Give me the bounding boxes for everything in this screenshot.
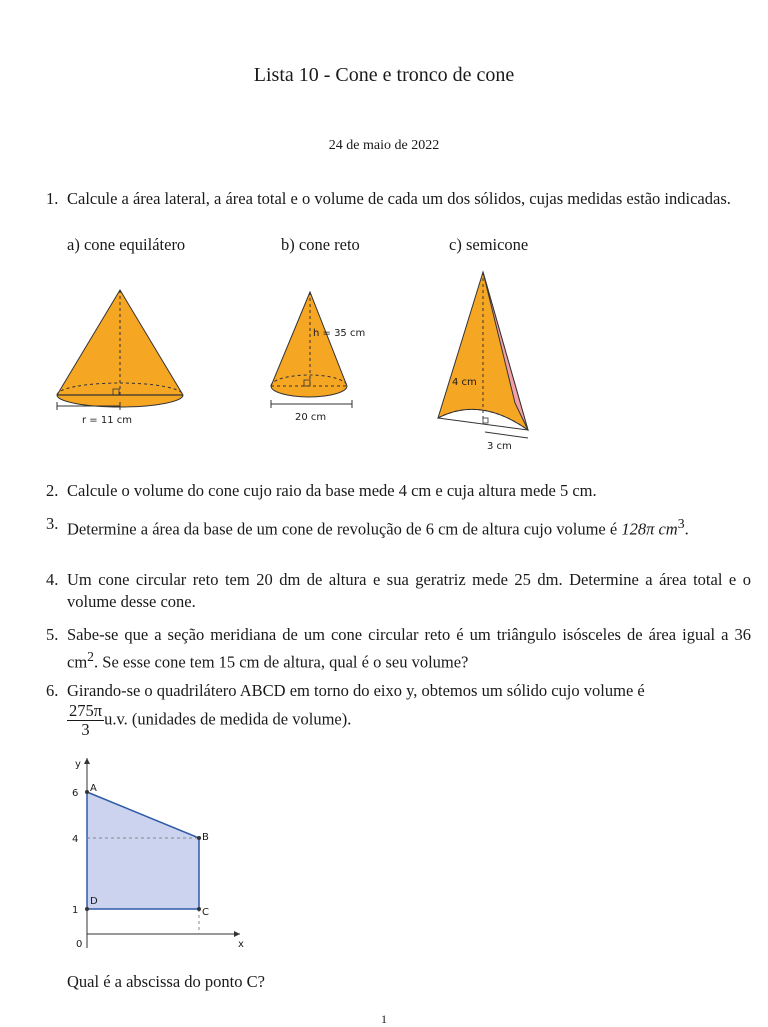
- radius-label: r = 11 cm: [82, 415, 132, 426]
- tick-y-4: 4: [72, 834, 79, 845]
- height-label: h = 35 cm: [313, 328, 366, 339]
- point-b-label: B: [202, 832, 209, 843]
- question-3: [46, 513, 751, 541]
- page-title: Lista 10 - Cone e tronco de cone: [253, 64, 515, 86]
- question-number: 5.: [46, 625, 59, 644]
- question-text: Girando-se o quadrilátero ABCD em torno do eixo y, obtemos um sólido cujo volume é $\frac{275\pi}{3}$ u.v. (unidades de medida de volume).: [67, 681, 645, 739]
- label-right-cone: b) cone reto: [281, 235, 360, 254]
- cone-figures: [40, 268, 560, 458]
- equilateral-cone-figure: [57, 290, 183, 426]
- label-equilateral-cone: a) cone equilátero: [67, 235, 186, 254]
- question-text: Um cone circular reto tem 20 dm de altura e sua geratriz mede 25 dm. Determine a área total e o volume desse cone.: [67, 570, 751, 611]
- question-number: 4.: [46, 570, 59, 589]
- label-half-cone: c) semicone: [449, 235, 529, 254]
- volume-fraction: $\frac{275\pi}{3}$: [69, 701, 103, 739]
- final-question: Qual é a abscissa do ponto C?: [67, 972, 265, 991]
- question-number: 6.: [46, 681, 59, 700]
- origin-label: 0: [76, 939, 83, 950]
- question-text: Calcule o volume do cone cujo raio da base mede 4 cm e cuja altura mede 5 cm.: [67, 481, 597, 500]
- page-number: 1: [381, 1012, 387, 1026]
- question-1: [46, 188, 751, 210]
- half-cone-radius-label: 3 cm: [487, 441, 512, 452]
- question-6: [46, 680, 751, 739]
- question-text: Determine a área da base de um cone de revolução de 6 cm de altura cujo volume é 128π $cm^3$.: [67, 516, 689, 539]
- quadrilateral-graph: [60, 752, 250, 952]
- question-5: [46, 624, 751, 674]
- question-text: Sabe-se que a seção meridiana de um cone circular reto é um triângulo isósceles de área igual a 36 $cm^2$. Se esse cone tem 15 cm de altura, qual é o seu volume?: [67, 625, 751, 672]
- page-date: 24 de maio de 2022: [328, 138, 440, 153]
- point-a-label: A: [90, 783, 97, 794]
- question-number: 2.: [46, 481, 59, 500]
- right-cone-figure: [271, 292, 365, 423]
- point-d-label: D: [90, 896, 98, 907]
- half-cone-figure: [438, 272, 528, 452]
- question-text: Calcule a área lateral, a área total e o volume de cada um dos sólidos, cujas medidas estão indicadas.: [67, 189, 731, 208]
- question-2: [46, 480, 751, 502]
- x-axis-label: x: [238, 939, 244, 950]
- question-4: [46, 569, 751, 613]
- half-cone-height-label: 4 cm: [452, 377, 477, 388]
- tick-y-1: 1: [72, 905, 79, 916]
- diameter-label: 20 cm: [295, 412, 327, 423]
- question-number: 3.: [46, 514, 59, 533]
- y-axis-label: y: [75, 759, 81, 770]
- point-c-label: C: [202, 907, 209, 918]
- tick-y-6: 6: [72, 788, 79, 799]
- question-number: 1.: [46, 189, 59, 208]
